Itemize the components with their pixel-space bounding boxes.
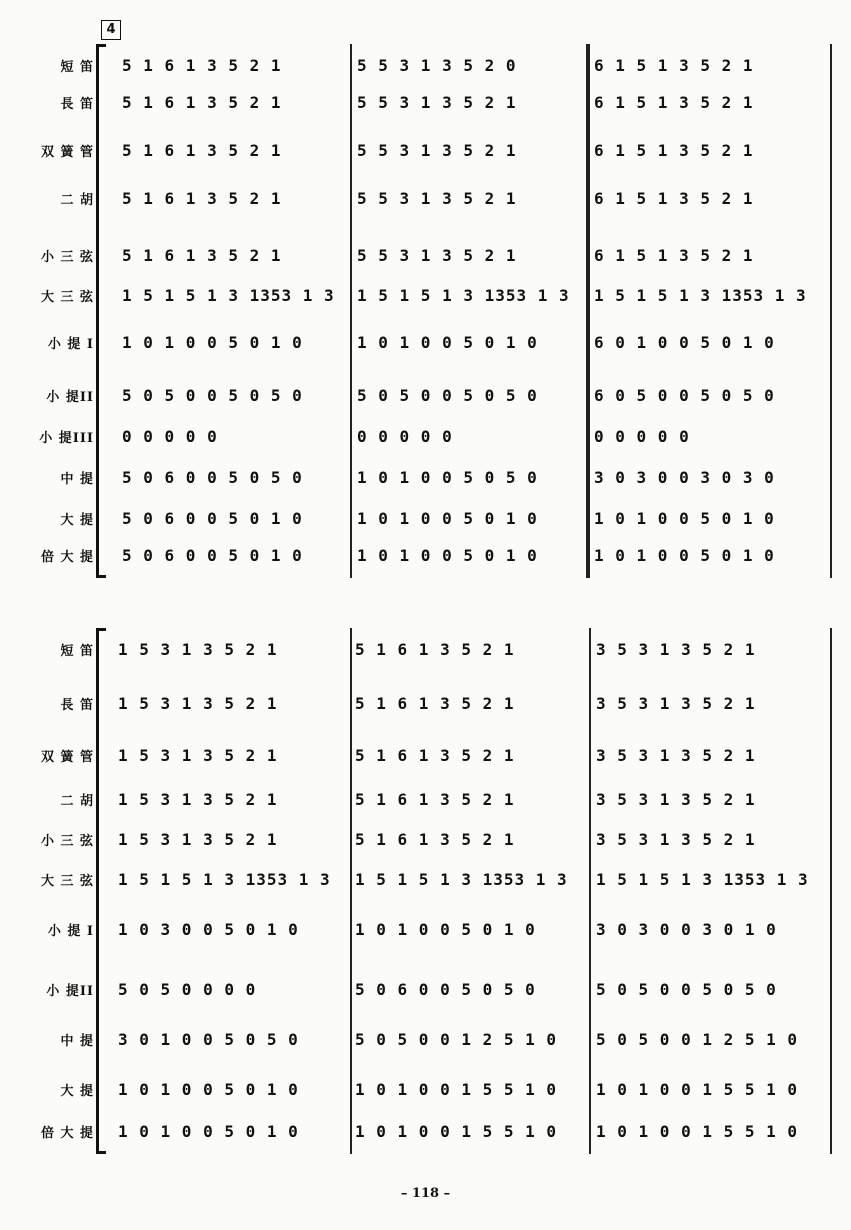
measure-notes: 5 1 6 1 3 5 2 1	[355, 694, 515, 713]
measure-notes: 1 5 1 5 1 3 1353 1 3	[355, 870, 568, 889]
instrument-label: 長 笛	[60, 698, 94, 713]
measure-notes: 5 5 3 1 3 5 2 1	[357, 93, 517, 112]
barline	[589, 628, 591, 1154]
instrument-label: 小 提II	[46, 984, 94, 999]
instrument-label: 短 笛	[60, 60, 94, 75]
measure-notes: 1 0 1 0 0 5 0 1 0	[122, 333, 303, 352]
measure-notes: 3 5 3 1 3 5 2 1	[596, 746, 756, 765]
instrument-label: 小 提II	[46, 390, 94, 405]
measure-notes: 5 0 6 0 0 5 0 5 0	[355, 980, 536, 999]
rehearsal-mark: 4	[101, 20, 121, 40]
measure-notes: 6 1 5 1 3 5 2 1	[594, 141, 754, 160]
measure-notes: 1 0 1 0 0 5 0 1 0	[355, 920, 536, 939]
measure-notes: 6 1 5 1 3 5 2 1	[594, 93, 754, 112]
measure-notes: 3 5 3 1 3 5 2 1	[596, 640, 756, 659]
measure-notes: 5 5 3 1 3 5 2 1	[357, 141, 517, 160]
instrument-label: 小 三 弦	[40, 250, 94, 265]
measure-notes: 5 0 5 0 0 0 0	[118, 980, 257, 999]
instrument-label: 双 簧 管	[40, 145, 94, 160]
measure-notes: 1 0 1 0 0 1 5 5 1 0	[355, 1122, 558, 1141]
measure-notes: 5 0 6 0 0 5 0 5 0	[122, 468, 303, 487]
measure-notes: 6 1 5 1 3 5 2 1	[594, 56, 754, 75]
measure-notes: 5 1 6 1 3 5 2 1	[122, 189, 282, 208]
instrument-label: 長 笛	[60, 97, 94, 112]
measure-notes: 1 5 1 5 1 3 1353 1 3	[122, 286, 335, 305]
measure-notes: 5 5 3 1 3 5 2 0	[357, 56, 517, 75]
measure-notes: 5 0 5 0 0 5 0 5 0	[596, 980, 777, 999]
measure-notes: 1 0 1 0 0 5 0 5 0	[357, 468, 538, 487]
instrument-label: 小 提III	[39, 431, 94, 446]
measure-notes: 5 0 5 0 0 1 2 5 1 0	[355, 1030, 558, 1049]
page-number: – 118 –	[400, 1186, 451, 1201]
instrument-label: 短 笛	[60, 644, 94, 659]
measure-notes: 1 0 1 0 0 5 0 1 0	[118, 1122, 299, 1141]
measure-notes: 5 1 6 1 3 5 2 1	[122, 93, 282, 112]
measure-notes: 1 5 3 1 3 5 2 1	[118, 830, 278, 849]
measure-notes: 0 0 0 0 0	[357, 427, 453, 446]
measure-notes: 6 1 5 1 3 5 2 1	[594, 189, 754, 208]
instrument-label: 倍 大 提	[40, 1126, 94, 1141]
measure-notes: 3 0 1 0 0 5 0 5 0	[118, 1030, 299, 1049]
measure-notes: 3 5 3 1 3 5 2 1	[596, 830, 756, 849]
measure-notes: 5 1 6 1 3 5 2 1	[355, 746, 515, 765]
measure-notes: 5 0 5 0 0 5 0 5 0	[357, 386, 538, 405]
instrument-label: 小 三 弦	[40, 834, 94, 849]
barline	[830, 628, 832, 1154]
barline	[350, 44, 352, 578]
measure-notes: 5 0 6 0 0 5 0 1 0	[122, 546, 303, 565]
measure-notes: 3 5 3 1 3 5 2 1	[596, 790, 756, 809]
measure-notes: 1 0 1 0 0 5 0 1 0	[357, 333, 538, 352]
instrument-label: 中 提	[60, 1034, 94, 1049]
barline	[586, 44, 590, 578]
measure-notes: 1 5 3 1 3 5 2 1	[118, 746, 278, 765]
measure-notes: 3 5 3 1 3 5 2 1	[596, 694, 756, 713]
measure-notes: 0 0 0 0 0	[122, 427, 218, 446]
measure-notes: 1 0 1 0 0 5 0 1 0	[118, 1080, 299, 1099]
instrument-label: 小 提 I	[47, 337, 94, 352]
measure-notes: 5 0 6 0 0 5 0 1 0	[122, 509, 303, 528]
measure-notes: 5 1 6 1 3 5 2 1	[355, 830, 515, 849]
measure-notes: 1 0 1 0 0 1 5 5 1 0	[596, 1080, 799, 1099]
measure-notes: 1 5 3 1 3 5 2 1	[118, 694, 278, 713]
measure-notes: 3 0 3 0 0 3 0 1 0	[596, 920, 777, 939]
system-bracket	[96, 44, 99, 578]
measure-notes: 1 0 1 0 0 5 0 1 0	[594, 546, 775, 565]
measure-notes: 5 1 6 1 3 5 2 1	[122, 141, 282, 160]
barline	[830, 44, 832, 578]
measure-notes: 1 0 1 0 0 1 5 5 1 0	[596, 1122, 799, 1141]
measure-notes: 1 5 3 1 3 5 2 1	[118, 640, 278, 659]
measure-notes: 0 0 0 0 0	[594, 427, 690, 446]
measure-notes: 1 5 1 5 1 3 1353 1 3	[594, 286, 807, 305]
measure-notes: 5 0 5 0 0 5 0 5 0	[122, 386, 303, 405]
measure-notes: 6 0 1 0 0 5 0 1 0	[594, 333, 775, 352]
measure-notes: 6 1 5 1 3 5 2 1	[594, 246, 754, 265]
instrument-label: 倍 大 提	[40, 550, 94, 565]
instrument-label: 大 提	[60, 1084, 94, 1099]
measure-notes: 1 0 1 0 0 5 0 1 0	[357, 546, 538, 565]
measure-notes: 5 1 6 1 3 5 2 1	[355, 640, 515, 659]
measure-notes: 1 5 1 5 1 3 1353 1 3	[118, 870, 331, 889]
barline	[350, 628, 352, 1154]
measure-notes: 1 0 3 0 0 5 0 1 0	[118, 920, 299, 939]
measure-notes: 1 5 3 1 3 5 2 1	[118, 790, 278, 809]
measure-notes: 1 0 1 0 0 5 0 1 0	[357, 509, 538, 528]
measure-notes: 5 0 5 0 0 1 2 5 1 0	[596, 1030, 799, 1049]
measure-notes: 5 5 3 1 3 5 2 1	[357, 189, 517, 208]
instrument-label: 大 三 弦	[40, 290, 94, 305]
instrument-label: 中 提	[60, 472, 94, 487]
instrument-label: 小 提 I	[47, 924, 94, 939]
system-bracket	[96, 628, 99, 1154]
measure-notes: 5 1 6 1 3 5 2 1	[122, 56, 282, 75]
measure-notes: 5 5 3 1 3 5 2 1	[357, 246, 517, 265]
measure-notes: 1 5 1 5 1 3 1353 1 3	[596, 870, 809, 889]
instrument-label: 大 三 弦	[40, 874, 94, 889]
measure-notes: 5 1 6 1 3 5 2 1	[122, 246, 282, 265]
instrument-label: 双 簧 管	[40, 750, 94, 765]
instrument-label: 大 提	[60, 513, 94, 528]
measure-notes: 1 0 1 0 0 5 0 1 0	[594, 509, 775, 528]
measure-notes: 1 5 1 5 1 3 1353 1 3	[357, 286, 570, 305]
instrument-label: 二 胡	[60, 193, 94, 208]
measure-notes: 1 0 1 0 0 1 5 5 1 0	[355, 1080, 558, 1099]
measure-notes: 6 0 5 0 0 5 0 5 0	[594, 386, 775, 405]
measure-notes: 3 0 3 0 0 3 0 3 0	[594, 468, 775, 487]
measure-notes: 5 1 6 1 3 5 2 1	[355, 790, 515, 809]
instrument-label: 二 胡	[60, 794, 94, 809]
